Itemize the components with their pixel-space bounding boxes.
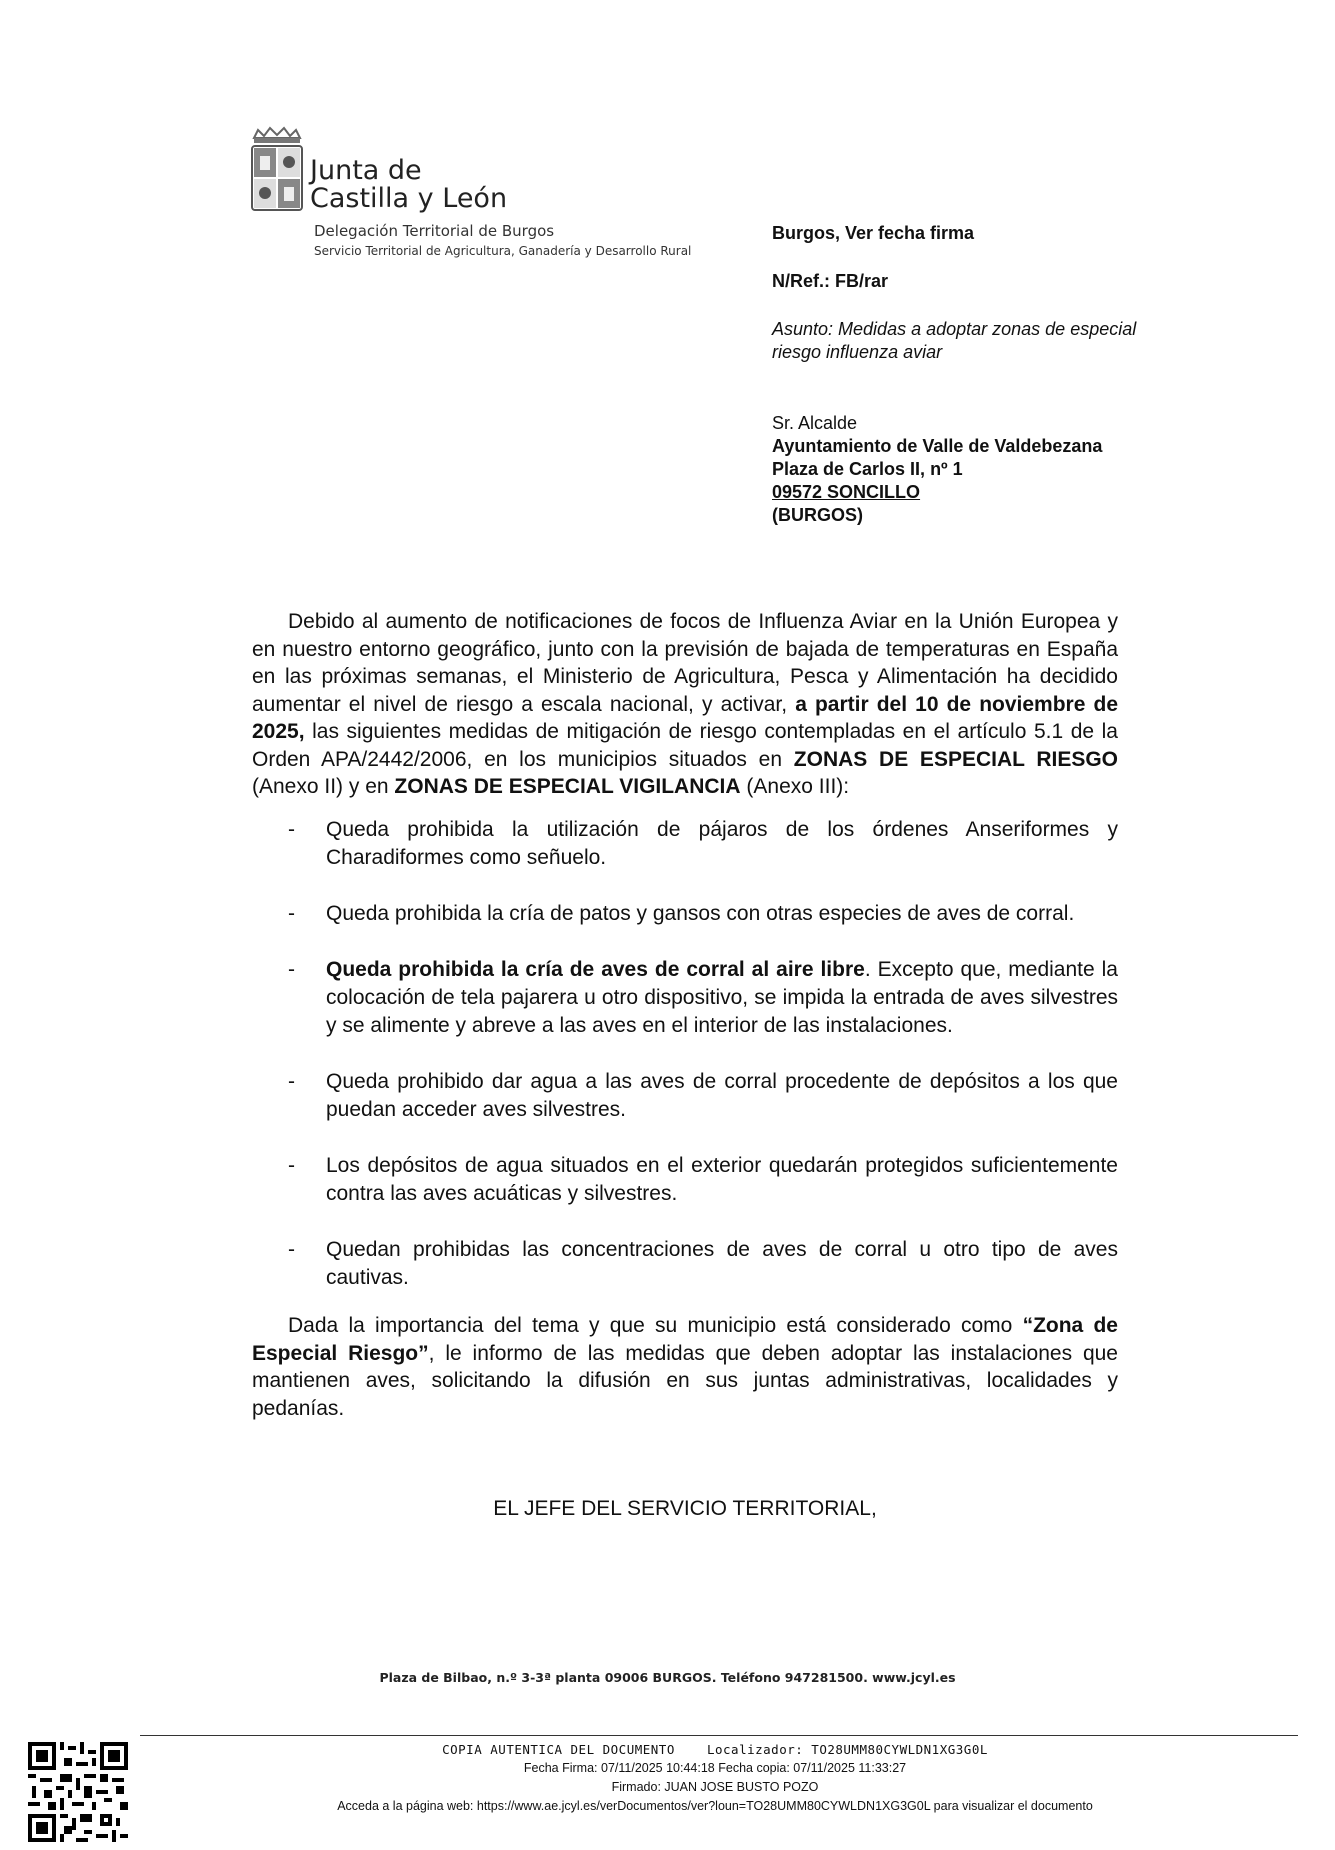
copy-signer: Firmado: JUAN JOSE BUSTO POZO	[611, 1780, 819, 1794]
intro-text: (Anexo III):	[740, 775, 850, 798]
list-item	[288, 1068, 1118, 1124]
intro-text: Debido al aumento de notificaciones de focos de Influenza Aviar en la Unión Europea y en nuestro entorno geográfico, junto con la previsión de bajada de temperaturas en España en las próximas semanas, el Ministerio de Agricultura, Pesca y Alimentación ha decidido aumentar el nivel de riesgo a escala nacional, y activar,	[252, 610, 1118, 716]
measure-bold: Queda prohibida la cría de aves de corral al aire libre	[326, 958, 865, 981]
recipient-postal: 09572 SONCILLO	[772, 482, 921, 502]
list-dash: -	[288, 958, 295, 981]
recipient-province: (BURGOS)	[772, 505, 863, 525]
measure-text: Los depósitos de agua situados en el exterior quedarán protegidos suficientemente contra las aves acuáticas y silvestres.	[326, 1154, 1118, 1205]
intro-text: las siguientes medidas de mitigación de riesgo contempladas en el artículo 5.1 de la Orden APA/2442/2006, en los municipios situados en	[252, 720, 1118, 771]
list-dash: -	[288, 1154, 295, 1177]
qr-code-icon	[28, 1742, 128, 1842]
measure-text: Queda prohibido dar agua a las aves de corral procedente de depósitos a los que puedan acceder aves silvestres.	[326, 1070, 1118, 1121]
org-name-line2: Castilla y León	[310, 183, 508, 214]
list-dash: -	[288, 1238, 295, 1261]
copy-dates: Fecha Firma: 07/11/2025 10:44:18 Fecha copia: 07/11/2025 11:33:27	[523, 1761, 907, 1775]
list-dash: -	[288, 902, 295, 925]
closing-text: , le informo de las medidas que deben adoptar las instalaciones que mantienen aves, solicitando la difusión en sus juntas administrativas, localidades y pedanías.	[252, 1341, 1118, 1420]
intro-date-bold: a partir del 10 de noviembre de 2025,	[252, 692, 1119, 743]
list-dash: -	[288, 818, 295, 841]
copy-verify-url: Acceda a la página web: https://www.ae.jcyl.es/verDocumentos/ver?loun=TO28UMM80CYWLDN1XG3G0L para visualizar el documento	[337, 1799, 1093, 1813]
reference: N/Ref.: FB/rar	[772, 271, 889, 291]
subject-line2: riesgo influenza aviar	[772, 342, 943, 362]
service-name: Servicio Territorial de Agricultura, Ganadería y Desarrollo Rural	[314, 244, 692, 258]
closing-paragraph	[252, 1312, 1118, 1422]
list-item	[288, 900, 1118, 928]
measure-rest: . Excepto que, mediante la colocación de tela pajarera u otro dispositivo, se impida la entrada de aves silvestres y se alimente y abreve a las aves en el interior de las instalaciones.	[326, 958, 1118, 1037]
recipient-address: Plaza de Carlos II, nº 1	[772, 459, 963, 479]
measure-text: Quedan prohibidas las concentraciones de aves de corral u otro tipo de aves cautivas.	[326, 1238, 1118, 1289]
list-item	[288, 1152, 1118, 1208]
recipient-entity: Ayuntamiento de Valle de Valdebezana	[772, 436, 1103, 456]
list-item	[288, 1236, 1118, 1292]
list-item	[288, 956, 1118, 1040]
delegation-name: Delegación Territorial de Burgos	[314, 222, 555, 240]
subject-line1: Asunto: Medidas a adoptar zonas de especial	[772, 319, 1137, 339]
letterhead	[248, 126, 768, 266]
measure-text	[326, 956, 1118, 1040]
signature-title: EL JEFE DEL SERVICIO TERRITORIAL,	[493, 1497, 877, 1520]
list-item	[288, 816, 1118, 872]
measure-text: Queda prohibida la utilización de pájaros de los órdenes Anseriformes y Charadiformes como señuelo.	[326, 818, 1118, 869]
zone-risk-bold: ZONAS DE ESPECIAL RIESGO	[793, 747, 1118, 771]
footer-divider	[140, 1735, 1298, 1736]
closing-bold: “Zona de Especial Riesgo”	[252, 1314, 1118, 1365]
measure-text: Queda prohibida la cría de patos y gansos con otras especies de aves de corral.	[326, 902, 1075, 925]
coat-of-arms-icon	[248, 126, 306, 216]
zone-vigilance-bold: ZONAS DE ESPECIAL VIGILANCIA	[394, 775, 741, 798]
org-name-line1: Junta de	[310, 155, 422, 186]
recipient-salutation: Sr. Alcalde	[772, 413, 858, 433]
intro-text: (Anexo II) y en	[252, 775, 395, 798]
list-dash: -	[288, 1070, 295, 1093]
place-date: Burgos, Ver fecha firma	[772, 223, 975, 243]
footer-address: Plaza de Bilbao, n.º 3-3ª planta 09006 BURGOS. Teléfono 947281500. www.jcyl.es	[379, 1670, 956, 1685]
copy-authentic-line	[130, 1740, 1300, 1759]
intro-paragraph	[252, 608, 1118, 801]
closing-text: Dada la importancia del tema y que su municipio está considerado como	[288, 1314, 1023, 1337]
copy-locator: Localizador: TO28UMM80CYWLDN1XG3G0L	[706, 1742, 988, 1757]
copy-label: COPIA AUTENTICA DEL DOCUMENTO	[442, 1742, 675, 1757]
